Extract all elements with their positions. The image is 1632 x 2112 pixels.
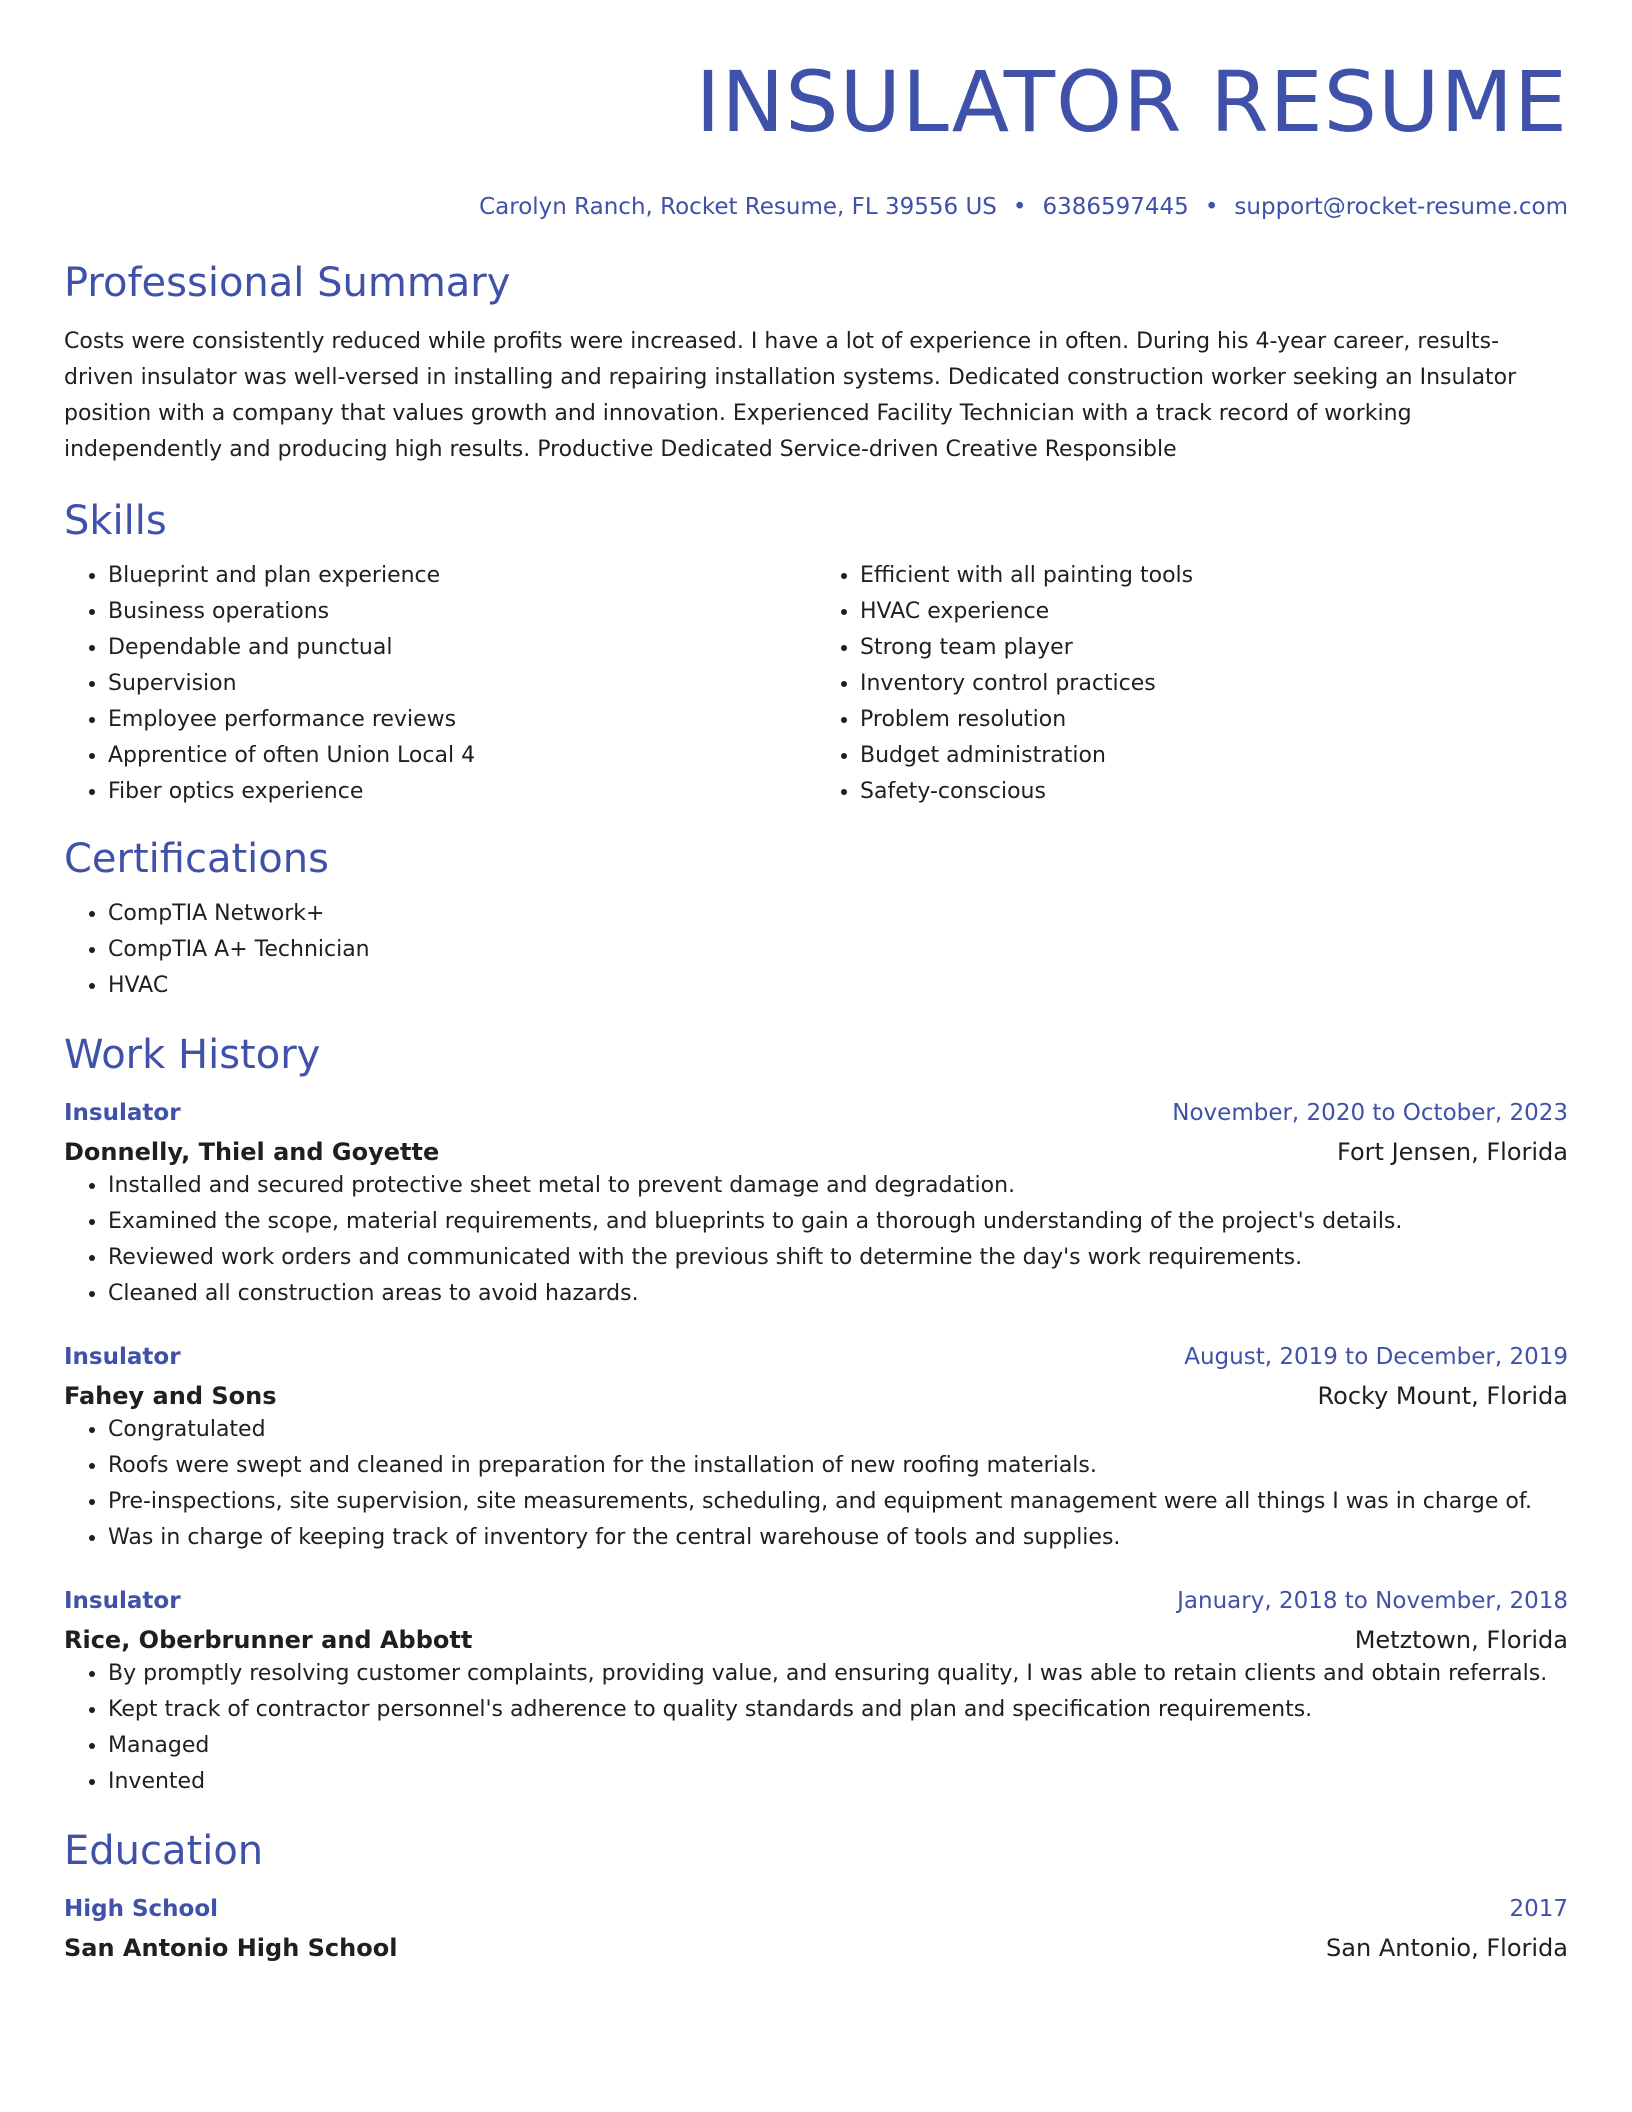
skill-item: • Supervision (108, 666, 816, 702)
job-subheader (64, 1624, 1568, 1656)
resume-title: INSULATOR RESUME (695, 53, 1568, 151)
job-bullet: • By promptly resolving customer complaints, providing value, and ensuring quality, I was able to retain clients and obtain referrals. (108, 1656, 1568, 1692)
skill-item: • Fiber optics experience (108, 774, 816, 810)
education-header (64, 1894, 1568, 1924)
skill-item: • Problem resolution (860, 702, 1568, 738)
job-bullets (64, 1168, 1568, 1312)
education-school: San Antonio High School (64, 1934, 398, 1962)
certification-item: • HVAC (108, 968, 1568, 1004)
job-location: Fort Jensen, Florida (1337, 1138, 1568, 1166)
job-bullet: • Managed (108, 1728, 1568, 1764)
skills-list-right (816, 558, 1568, 810)
work-history-heading: Work History (64, 1032, 321, 1078)
certification-item: • CompTIA A+ Technician (108, 932, 1568, 968)
job-bullet: • Examined the scope, material requirements, and blueprints to gain a thorough understanding of the project's details. (108, 1204, 1568, 1240)
job-bullet: • Installed and secured protective sheet metal to prevent damage and degradation. (108, 1168, 1568, 1204)
certifications-list (64, 896, 1568, 1004)
skill-item: • Safety-conscious (860, 774, 1568, 810)
job-location: Rocky Mount, Florida (1317, 1382, 1568, 1410)
skill-item: • Budget administration (860, 738, 1568, 774)
job-company: Fahey and Sons (64, 1382, 277, 1410)
job-bullet: • Invented (108, 1764, 1568, 1800)
skill-item: • Inventory control practices (860, 666, 1568, 702)
job-role: Insulator (64, 1344, 181, 1370)
job-bullets (64, 1412, 1568, 1556)
summary-text: Costs were consistently reduced while profits were increased. I have a lot of experience in often. During his 4-year career, results-driven insulator was well-versed in installing and repairing installation systems. Dedicated construction worker seeking an Insulator position with a company that values growth and innovation. Experienced Facility Technician with a track record of working independently and producing high results. Productive Dedicated Service-driven Creative Responsible (64, 329, 1517, 462)
skill-item: • Blueprint and plan experience (108, 558, 816, 594)
certifications-section (64, 834, 1568, 1004)
resume-page (64, 0, 1568, 1964)
certification-item: • CompTIA Network+ (108, 896, 1568, 932)
job-bullets (64, 1656, 1568, 1800)
job-bullet: • Kept track of contractor personnel's adherence to quality standards and plan and specification requirements. (108, 1692, 1568, 1728)
job-dates: November, 2020 to October, 2023 (1172, 1100, 1568, 1126)
skills-list-left (64, 558, 816, 810)
summary-section (64, 258, 1568, 468)
skill-item: • Efficient with all painting tools (860, 558, 1568, 594)
skills-section (64, 496, 1568, 810)
job-entry (64, 1586, 1568, 1800)
education-year: 2017 (1509, 1896, 1568, 1922)
contact-email[interactable]: support@rocket-resume.com (1234, 194, 1568, 220)
skill-item: • Dependable and punctual (108, 630, 816, 666)
job-bullet: • Roofs were swept and cleaned in preparation for the installation of new roofing materials. (108, 1448, 1568, 1484)
job-bullet: • Reviewed work orders and communicated with the previous shift to determine the day's work requirements. (108, 1240, 1568, 1276)
job-bullet: • Cleaned all construction areas to avoid hazards. (108, 1276, 1568, 1312)
job-dates: August, 2019 to December, 2019 (1184, 1344, 1568, 1370)
job-role: Insulator (64, 1100, 181, 1126)
job-dates: January, 2018 to November, 2018 (1177, 1588, 1568, 1614)
skill-item: • Business operations (108, 594, 816, 630)
job-header (64, 1098, 1568, 1128)
certifications-heading: Certifications (64, 836, 329, 882)
contact-line (64, 192, 1568, 222)
education-section (64, 1826, 1568, 1964)
job-header (64, 1586, 1568, 1616)
education-degree: High School (64, 1896, 219, 1922)
job-subheader (64, 1136, 1568, 1168)
skill-item: • Employee performance reviews (108, 702, 816, 738)
job-company: Donnelly, Thiel and Goyette (64, 1138, 440, 1166)
education-subheader (64, 1932, 1568, 1964)
contact-address: Carolyn Ranch, Rocket Resume, FL 39556 US (479, 194, 997, 220)
job-location: Metztown, Florida (1354, 1626, 1568, 1654)
work-history-section (64, 1030, 1568, 1800)
skill-item: • HVAC experience (860, 594, 1568, 630)
skill-item: • Apprentice of often Union Local 4 (108, 738, 816, 774)
job-role: Insulator (64, 1588, 181, 1614)
education-heading: Education (64, 1828, 264, 1874)
job-company: Rice, Oberbrunner and Abbott (64, 1626, 473, 1654)
contact-phone: 6386597445 (1042, 194, 1189, 220)
job-entry (64, 1342, 1568, 1556)
summary-heading: Professional Summary (64, 260, 511, 306)
job-bullet: • Was in charge of keeping track of inventory for the central warehouse of tools and supplies. (108, 1520, 1568, 1556)
job-entry (64, 1098, 1568, 1312)
skills-heading: Skills (64, 498, 167, 544)
education-entry (64, 1894, 1568, 1964)
job-subheader (64, 1380, 1568, 1412)
job-bullet: • Congratulated (108, 1412, 1568, 1448)
skills-grid (64, 558, 1568, 810)
contact-separator: • (1204, 194, 1219, 220)
contact-separator: • (1012, 194, 1027, 220)
skill-item: • Strong team player (860, 630, 1568, 666)
job-header (64, 1342, 1568, 1372)
education-location: San Antonio, Florida (1326, 1934, 1568, 1962)
job-bullet: • Pre-inspections, site supervision, site measurements, scheduling, and equipment management were all things I was in charge of. (108, 1484, 1568, 1520)
